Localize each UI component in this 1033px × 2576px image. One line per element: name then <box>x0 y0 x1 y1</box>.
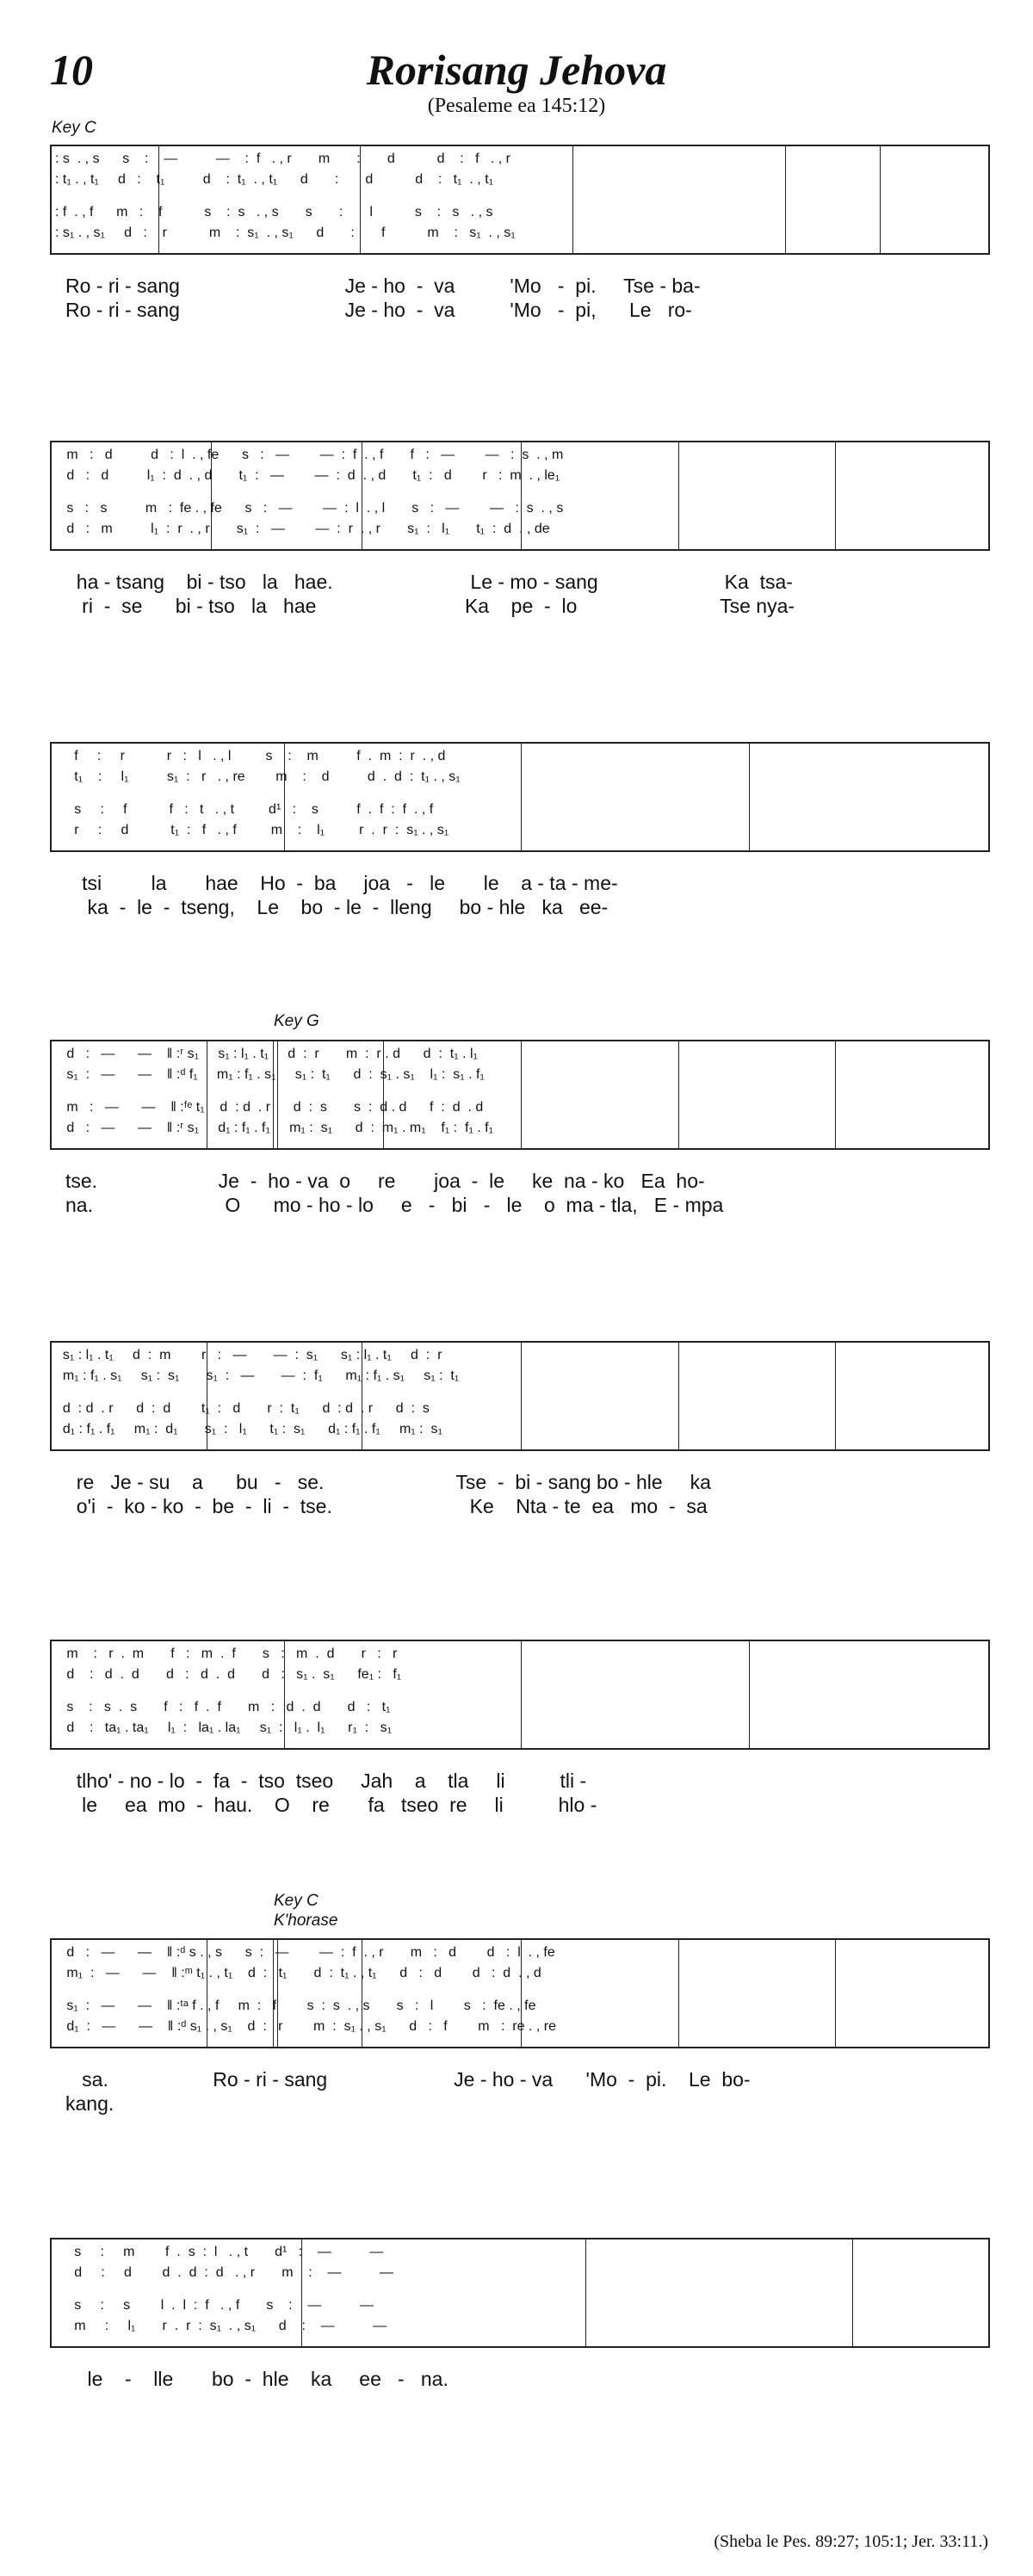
notation-line: s : f f : t . , t d¹ : s f . f : f . , f <box>55 802 434 817</box>
notation-line: d : ta₁ . ta₁ l₁ : la₁ . la₁ s₁ : l₁ . l₁ r₁ : s₁ <box>55 1720 392 1735</box>
notation-line: s : s . s f : f . f m : d . d d : t₁ <box>55 1700 391 1714</box>
lyric-line: o'i - ko - ko - be - li - tse. Ke Nta - te ea mo - sa <box>65 1495 708 1517</box>
notation-line: : s . , s s : — — : f . , r m : d d : f . , r <box>55 151 510 166</box>
notation-line: d₁ : f₁ . f₁ m₁ : d₁ s₁ : l₁ t₁ : s₁ d₁ : f₁ . f₁ m₁ : s₁ <box>55 1422 442 1436</box>
hymn-subtitle: (Pesaleme ea 145:12) <box>427 95 606 117</box>
lyric-line: na. O mo - ho - lo e - bi - le o ma - tla, E - mpa <box>65 1194 724 1216</box>
staff-box <box>50 742 990 852</box>
notation-line: : f . , f m : f s : s . , s s : l s : s . , s <box>55 205 493 219</box>
staff-box <box>50 441 990 551</box>
notation-line: m : r . m f : m . f s : m . d r : r <box>55 1646 398 1661</box>
music-system-1 <box>50 119 990 349</box>
notation-line: s : s m : fe . , fe s : — — : l . , l s : — — : s . , s <box>55 501 564 516</box>
notation-line: d : — — ‖ :ʳ s₁ d₁ : f₁ . f₁ m₁ : s₁ d : m₁ . m₁ f₁ : f₁ . f₁ <box>55 1121 494 1135</box>
notation-line: s : m f . s : l . , t d¹ : — — <box>55 2245 384 2259</box>
notation-line: d : d d . d : d . , r m : — — <box>55 2265 393 2280</box>
staff-box <box>50 1938 990 2048</box>
notation-line: m₁ : — — ‖ :ᵐ t₁ . , t₁ d : t₁ d : t₁ . , t₁ d : d d : d . , d <box>55 1966 541 1980</box>
notation-line: m : l₁ r . r : s₁ . , s₁ d : — — <box>55 2319 387 2333</box>
lyric-line: re Je - su a bu - se. Tse - bi - sang bo - hle ka <box>65 1471 711 1493</box>
hymn-number: 10 <box>50 46 93 94</box>
notation-line: d : d l₁ : d . , d t₁ : — — : d . , d t₁ : d r : m . , le₁ <box>55 468 560 483</box>
music-system-2 <box>50 441 990 646</box>
notation-line: d : d . r d : d t₁ : d r : t₁ d : d . r d : s <box>55 1401 430 1416</box>
notation-line: r : d t₁ : f . , f m : l₁ r . r : s₁ . , s₁ <box>55 823 449 837</box>
notation-line: m : d d : l . , fe s : — — : f . , f f : — — : s . , m <box>55 448 564 462</box>
lyric-line: ha - tsang bi - tso la hae. Le - mo - sang Ka tsa- <box>65 571 793 593</box>
staff-box <box>50 2238 990 2348</box>
lyric-line: Ro - ri - sang Je - ho - va 'Mo - pi. Tse - ba- <box>65 275 701 297</box>
lyric-line: tse. Je - ho - va o re joa - le ke na - ko Ea ho- <box>65 1170 705 1192</box>
staff-box <box>50 1640 990 1750</box>
hymn-title: Rorisang Jehova <box>366 46 667 94</box>
notation-line: : t₁ . , t₁ d : t₁ d : t₁ . , t₁ d : d d : t₁ . , t₁ <box>55 172 494 187</box>
notation-line: m : — — ‖ :ᶠᵉ t₁ d : d . r d : s s : d . d f : d . d <box>55 1100 484 1115</box>
lyric-line: kang. <box>65 2092 114 2115</box>
music-system-5 <box>50 1341 990 1546</box>
lyric-line: sa. Ro - ri - sang Je - ho - va 'Mo - pi. Le bo- <box>65 2068 751 2091</box>
music-system-4 <box>50 1012 990 1245</box>
notation-line: s₁ : — — ‖ :ᵗᵃ f . , f m : f s : s . , s s : l s : fe . , fe <box>55 1998 536 2013</box>
notation-line: : s₁ . , s₁ d : r m : s₁ . , s₁ d : f m : s₁ . , s₁ <box>55 225 516 240</box>
notation-line: s₁ : l₁ . t₁ d : m r : — — : s₁ s₁ : l₁ . t₁ d : r <box>55 1348 442 1362</box>
key-label: K'horase <box>274 1912 338 1930</box>
music-system-7 <box>50 1892 990 2143</box>
notation-line: t₁ : l₁ s₁ : r . , re m : d d . d : t₁ . , s₁ <box>55 769 461 784</box>
footer-references: (Sheba le Pes. 89:27; 105:1; Jer. 33:11.) <box>714 2532 988 2551</box>
staff-box <box>50 1341 990 1451</box>
notation-line: f : r r : l . , l s : m f . m : r . , d <box>55 749 446 763</box>
music-system-8 <box>50 2238 990 2443</box>
lyric-line: Ro - ri - sang Je - ho - va 'Mo - pi, Le ro- <box>65 299 692 321</box>
lyric-line: tlho' - no - lo - fa - tso tseo Jah a tla li tli - <box>65 1770 587 1792</box>
notation-line: d₁ : — — ‖ :ᵈ s₁ . , s₁ d : r m : s₁ . , s₁ d : f m : re . , re <box>55 2019 556 2034</box>
lyric-line: tsi la hae Ho - ba joa - le le a - ta - me- <box>65 872 618 894</box>
notation-line: d : d . d d : d . d d : s₁ . s₁ fe₁ : f₁ <box>55 1667 402 1682</box>
key-label: Key C <box>52 119 96 137</box>
lyric-line: ri - se bi - tso la hae Ka pe - lo Tse nya- <box>65 595 795 617</box>
notation-line: s₁ : — — ‖ :ᵈ f₁ m₁ : f₁ . s₁ s₁ : t₁ d : s₁ . s₁ l₁ : s₁ . f₁ <box>55 1067 485 1082</box>
music-system-6 <box>50 1640 990 1844</box>
notation-line: s : s l . l : f . , f s : — — <box>55 2298 374 2313</box>
staff-box <box>50 145 990 255</box>
notation-line: d : m l₁ : r . , r s₁ : — — : r . , r s₁ : l₁ t₁ : d . , de <box>55 522 550 536</box>
key-label: Key C <box>274 1892 319 1910</box>
lyric-line: le - lle bo - hle ka ee - na. <box>65 2368 448 2390</box>
lyric-line: le ea mo - hau. O re fa tseo re li hlo - <box>65 1794 597 1816</box>
staff-box <box>50 1040 990 1150</box>
key-label: Key G <box>274 1012 319 1030</box>
notation-line: m₁ : f₁ . s₁ s₁ : s₁ s₁ : — — : f₁ m₁ : f₁ . s₁ s₁ : t₁ <box>55 1368 460 1383</box>
music-system-3 <box>50 742 990 947</box>
notation-line: d : — — ‖ :ᵈ s . , s s : — — : f . , r m : d d : l . , fe <box>55 1945 555 1960</box>
notation-line: d : — — ‖ :ʳ s₁ s₁ : l₁ . t₁ d : r m : r . d d : t₁ . l₁ <box>55 1047 478 1061</box>
lyric-line: ka - le - tseng, Le bo - le - lleng bo - hle ka ee- <box>65 896 609 918</box>
